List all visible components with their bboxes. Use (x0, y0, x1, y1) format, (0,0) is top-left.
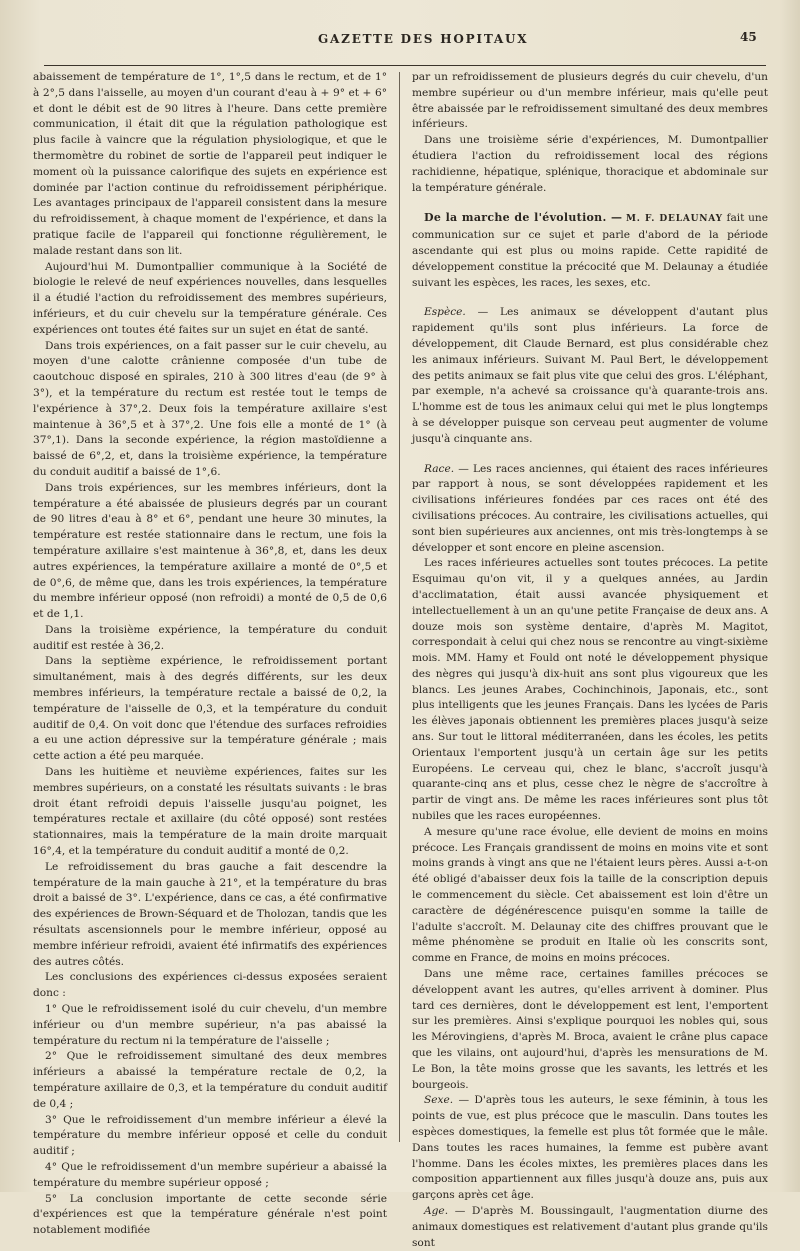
paragraph: Dans la troisième expérience, la température du conduit auditif est restée à 36,2. (33, 623, 387, 652)
column-divider (399, 72, 400, 1142)
paragraph: Le refroidissement du bras gauche a fait descendre la température de la main gauche à 21°, et la température du bras droit a baissé de 3°. L'expérience, dans ce cas, a été confirmative des expériences de Brown-Séquard et de Tholozan, tandis que les résultats ascensionnels pour le membre inférieur, opposé au membre inférieur refroidi, avaient été infirmatifs des expériences des autres côtés. (33, 860, 387, 968)
race-paragraph (412, 462, 768, 557)
conclusion-item: 2° Que le refroidissement simultané des deux membres inférieurs a abaissé la température rectale de 0,2, la température axillaire de 0,3, et la température du conduit auditif de 0,4 ; (33, 1050, 387, 1110)
paragraph: Les conclusions des expériences ci-dessus exposées seraient donc : (33, 971, 387, 1000)
paragraph: Dans une même race, certaines familles précoces se développent avant les autres, qu'elles arrivent à dominer. Plus tard ces dernières, dont le développement est lent, l'emportent sur les premières. Ainsi s'explique pourquoi les nobles qui, sous les Mérovingiens, d'après M. Broca, avaient le crâne plus capace que les vilains, ont aujourd'hui, d'après les mensurations de M. Le Bon, la tête moins grosse que les savants, les lettrés et les bourgeois. (412, 968, 768, 1091)
article-author: M. F. DELAUNAY (626, 214, 723, 225)
race-text: — Les races anciennes, qui étaient des races inférieures par rapport à nous, se sont développées rapidement et les civilisations inférieures fondées par ces races ont été des civilisations précoces. Au contraire, les civilisations actuelles, qui sont bien supérieures aux anciennes, ont mis très-longtemps à se développer et sont encore en pleine ascension. (412, 462, 768, 554)
paragraph: abaissement de température de 1°, 1°,5 dans le rectum, et de 1° à 2°,5 dans l'aisselle, au moyen d'un courant d'eau à + 9° et + 6° et dont le débit est de 90 litres à l'heure. Dans cette première communication, il était dit que la régulation pathologique est plus facile à vaincre que la régulation physiologique, et que le thermomètre du robinet de sortie de l'appareil peut indiquer le moment où la puissance calorifique des sujets en expérience est dominée par l'action continue du refroidissement périphérique. Les avantages principaux de l'appareil consistent dans la mesure du refroidissement, à chaque moment de l'expérience, et dans la pratique facile de l'appareil qui fonctionne régulièrement, le malade restant dans son lit. (33, 71, 387, 257)
paragraph: Dans une troisième série d'expériences, M. Dumontpallier étudiera l'action du refroidissement local des régions rachidienne, hépatique, splénique, thoracique et abdominale sur la température générale. (412, 134, 768, 194)
right-column (412, 70, 768, 1251)
paragraph: Dans la septième expérience, le refroidissement portant simultanément, mais à des degrés différents, sur les deux membres inférieurs, la température rectale a baissé de 0,2, la température de l'aisselle de 0,3, et la température du conduit auditif de 0,4. On voit donc que l'étendue des surfaces refroidies a eu une action dépressive sur la température générale ; mais cette action a été peu marquée. (33, 655, 387, 763)
sexe-paragraph (412, 1093, 768, 1204)
page-number: 45 (740, 30, 757, 44)
conclusion-item: 4° Que le refroidissement d'un membre supérieur a abaissé la température du membre supérieur opposé ; (33, 1160, 387, 1189)
paragraph: Dans les huitième et neuvième expériences, faites sur les membres supérieurs, on a constaté les résultats suivants : le bras droit étant refroidi depuis l'aisselle jusqu'au poignet, les températures rectale et axillaire (du côté opposé) sont restées stationnaires, mais la température de la main droite marquait 16°,4, et la température du conduit auditif a monté de 0,2. (33, 766, 387, 858)
paragraph: A mesure qu'une race évolue, elle devient de moins en moins précoce. Les Français grandissent de moins en moins vite et sont moins grands à vingt ans que ne l'étaient leurs pères. Aussi a-t-on été obligé d'abaisser deux fois la taille de la conscription depuis le commencement du siècle. Cet abaissement est loin d'être un caractère de dégénérescence puisqu'en somme la taille de l'adulte s'accroît. M. Delaunay cite des chiffres prouvant que le même phénomène se produit en Italie où les conscrits sont, comme en France, de moins en moins précoces. (412, 825, 768, 965)
running-title: GAZETTE DES HOPITAUX (318, 32, 529, 46)
article-heading: De la marche de l'évolution. — (424, 211, 623, 225)
paragraph: Aujourd'hui M. Dumontpallier communique à la Société de biologie le relevé de neuf expériences nouvelles, dans lesquelles il a étudié l'action du refroidissement des membres supérieurs, inférieurs, et du cuir chevelu sur la température générale. Ces expériences ont toutes été faites sur un sujet en état de santé. (33, 260, 387, 336)
age-text: — D'après M. Boussingault, l'augmentation diurne des animaux domestiques est relativement d'autant plus grande qu'ils sont (412, 1204, 768, 1249)
espece-text: — Les animaux se développent d'autant plus rapidement qu'ils sont plus inférieurs. La force de développement, dit Claude Bernard, est plus considérable chez les animaux inférieurs. Suivant M. Paul Bert, le développement des petits animaux se fait plus vite que celui des gros. L'éléphant, par exemple, n'a achevé sa croissance qu'à quarante-trois ans. L'homme est de tous les animaux celui qui met le plus longtemps à se développer puisque son cerveau peut augmenter de volume jusqu'à cinquante ans. (412, 306, 768, 445)
espece-subheading: Espèce. (424, 306, 466, 319)
conclusion-item: 5° La conclusion importante de cette seconde série d'expériences est que la température générale n'est point notablement modifiée (33, 1192, 387, 1237)
paragraph: par un refroidissement de plusieurs degrés du cuir chevelu, d'un membre supérieur ou d'un membre inférieur, mais qu'elle peut être abaissée par le refroidissement simultané des deux membres inférieurs. (412, 71, 768, 131)
race-subheading: Race. (424, 462, 455, 475)
espece-paragraph (412, 305, 768, 447)
age-subheading: Age. (424, 1204, 449, 1217)
left-column (33, 70, 387, 1239)
article-intro-text: fait une communication sur ce sujet et parle d'abord de la période ascendante qui est plus ou moins rapide. Cette rapidité de développement constitue la précocité que M. Delaunay a étudiée suivant les espèces, les races, les sexes, etc. (412, 212, 768, 289)
paragraph: Dans trois expériences, on a fait passer sur le cuir chevelu, au moyen d'une calotte crânienne composée d'un tube de caoutchouc disposé en spirales, 210 à 300 litres d'eau (de 9° à 3°), et la température du rectum est restée tout le temps de l'expérience à 37°,2. Deux fois la température axillaire s'est maintenue à 36°,5 et à 37°,2. Une fois elle a monté de 1° (à 37°,1). Dans la seconde expérience, la région mastoïdienne a baissé de 6°,2, et, dans la troisième expérience, la température du conduit auditif a baissé de 1°,6. (33, 339, 387, 478)
age-paragraph (412, 1204, 768, 1251)
article-intro-paragraph (412, 210, 768, 291)
page-header (0, 30, 800, 52)
sexe-subheading: Sexe. (424, 1094, 454, 1107)
conclusion-item: 3° Que le refroidissement d'un membre inférieur a élevé la température du membre inférieur opposé et celle du conduit auditif ; (33, 1113, 387, 1158)
sexe-text: — D'après tous les auteurs, le sexe féminin, à tous les points de vue, est plus précoce que le masculin. Dans toutes les espèces domestiques, la femelle est plus tôt formée que le mâle. Dans toutes les races humaines, la femme est pubère avant l'homme. Dans les écoles mixtes, les premières places dans les composition appartiennent aux filles jusqu'à douze ans, puis aux garçons après cet âge. (412, 1094, 768, 1202)
paragraph: Dans trois expériences, sur les membres inférieurs, dont la température a été abaissée de plusieurs degrés par un courant de 90 litres d'eau à 8° et 6°, pendant une heure 30 minutes, la température est restée stationnaire dans le rectum, une fois la température axillaire s'est maintenue à 36°,8, et, dans les deux autres expériences, la température axillaire a monté de 0°,5 et de 0°,6, de même que, dans les trois expériences, la température du membre inférieur opposé (non refroidi) a monté de 0,5 de 0,6 et de 1,1. (33, 481, 387, 621)
paragraph: Les races inférieures actuelles sont toutes précoces. La petite Esquimau qu'on vit, il y a quelques années, au Jardin d'acclimatation, était aussi avancée physiquement et intellectuellement à un an qu'une petite Française de deux ans. A douze mois son système dentaire, d'après M. Magitot, correspondait à celui qui chez nous se rencontre au vingt-sixième mois. MM. Hamy et Fould ont noté le développement physique des nègres qui jusqu'à dix-huit ans sont plus vigoureux que les blancs. Les jeunes Arabes, Cochinchinois, Japonais, etc., sont plus intelligents que les jeunes Français. Dans les lycées de Paris les élèves japonais obtiennent les premières places jusqu'à seize ans. Sur tout le littoral méditerranéen, dans les écoles, les petits Orientaux l'emportent jusqu'à un certain âge sur les petits Européens. Le cerveau qui, chez le blanc, s'accroît jusqu'à quarante-cinq ans et plus, cesse chez le nègre de s'accroître à partir de vingt ans. De même les races inférieures sont plus tôt nubiles que les races européennes. (412, 557, 768, 823)
conclusion-item: 1° Que le refroidissement isolé du cuir chevelu, d'un membre inférieur ou d'un membre supérieur, n'a pas abaissé la température du rectum ni la température de l'aisselle ; (33, 1003, 387, 1047)
header-rule (44, 65, 766, 66)
